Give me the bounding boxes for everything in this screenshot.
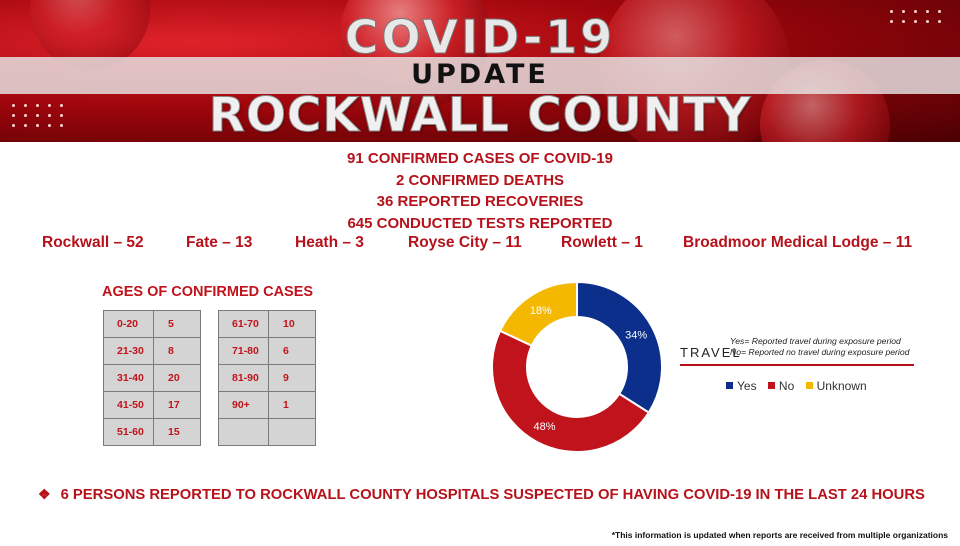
table-row [219,392,316,419]
chart-legend [726,379,875,393]
stat-deaths: 2 CONFIRMED DEATHS [395,171,565,189]
travel-notes [730,336,909,358]
legend-item-yes [726,379,757,393]
footnote: *This information is updated when reports are received from multiple organizations [611,530,948,540]
hospital-notice-text: 6 PERSONS REPORTED TO ROCKWALL COUNTY HOSPITALS SUSPECTED OF HAVING COVID-19 IN THE LAST 24 HOURS [60,487,925,503]
travel-label: TRAVEL [680,345,742,360]
age-count: 15 [154,419,201,446]
table-row [219,365,316,392]
age-range: 71-80 [219,338,269,365]
travel-donut-chart [490,280,670,455]
data-label-unknown: 18% [529,305,552,318]
age-range: 41-50 [104,392,154,419]
age-range: 31-40 [104,365,154,392]
age-range [219,419,269,446]
legend-item-unknown [806,379,867,393]
city-breakdown [0,234,960,256]
age-count: 6 [269,338,316,365]
age-table-right [218,310,316,446]
stat-recoveries: 36 REPORTED RECOVERIES [376,193,584,210]
age-count [269,419,316,446]
age-range: 51-60 [104,419,154,446]
table-row [219,419,316,446]
data-label-yes: 34% [625,329,648,342]
age-count: 17 [154,392,201,419]
city-fate: Fate – 13 [186,234,253,251]
title-county: ROCKWALL COUNTY [208,88,752,142]
travel-note-yes: Yes= Reported travel during exposure period [730,336,901,346]
age-range: 61-70 [219,311,269,338]
city-rowlett: Rowlett – 1 [561,234,643,251]
age-count: 8 [154,338,201,365]
age-range: 90+ [219,392,269,419]
table-row [104,419,201,446]
stat-tests: 645 CONDUCTED TESTS REPORTED [347,214,613,232]
table-row [104,392,201,419]
travel-note-no: No= Reported no travel during exposure period [730,347,910,357]
legend-label-unknown: Unknown [816,379,867,393]
age-range: 21-30 [104,338,154,365]
data-label-no: 48% [533,421,556,434]
city-rockwall: Rockwall – 52 [42,234,144,251]
legend-swatch-unknown [806,382,813,389]
travel-divider [680,364,914,366]
age-count: 10 [269,311,316,338]
legend-item-no [768,379,794,393]
table-row [104,311,201,338]
ages-title: AGES OF CONFIRMED CASES [102,284,314,300]
city-heath: Heath – 3 [295,234,364,251]
header-banner [0,0,960,142]
age-count: 20 [154,365,201,392]
city-broadmoor: Broadmoor Medical Lodge – 11 [683,234,913,251]
legend-swatch-yes [726,382,733,389]
city-royse-city: Royse City – 11 [408,234,522,251]
age-range: 81-90 [219,365,269,392]
stat-confirmed-cases: 91 CONFIRMED CASES OF COVID-19 [347,150,613,167]
table-row [104,365,201,392]
table-row [104,338,201,365]
legend-swatch-no [768,382,775,389]
legend-label-yes: Yes [737,379,757,393]
age-count: 1 [269,392,316,419]
title-update: UPDATE [411,59,549,90]
hospital-notice [38,486,925,503]
age-range: 0-20 [104,311,154,338]
legend-label-no: No [778,379,795,393]
table-row [219,338,316,365]
age-count: 9 [269,365,316,392]
diamond-bullet-icon: ❖ [38,486,51,502]
age-count: 5 [154,311,201,338]
stats-block [0,148,960,234]
title-covid: COVID-19 [344,10,616,64]
table-row [219,311,316,338]
age-table-left [103,310,201,446]
